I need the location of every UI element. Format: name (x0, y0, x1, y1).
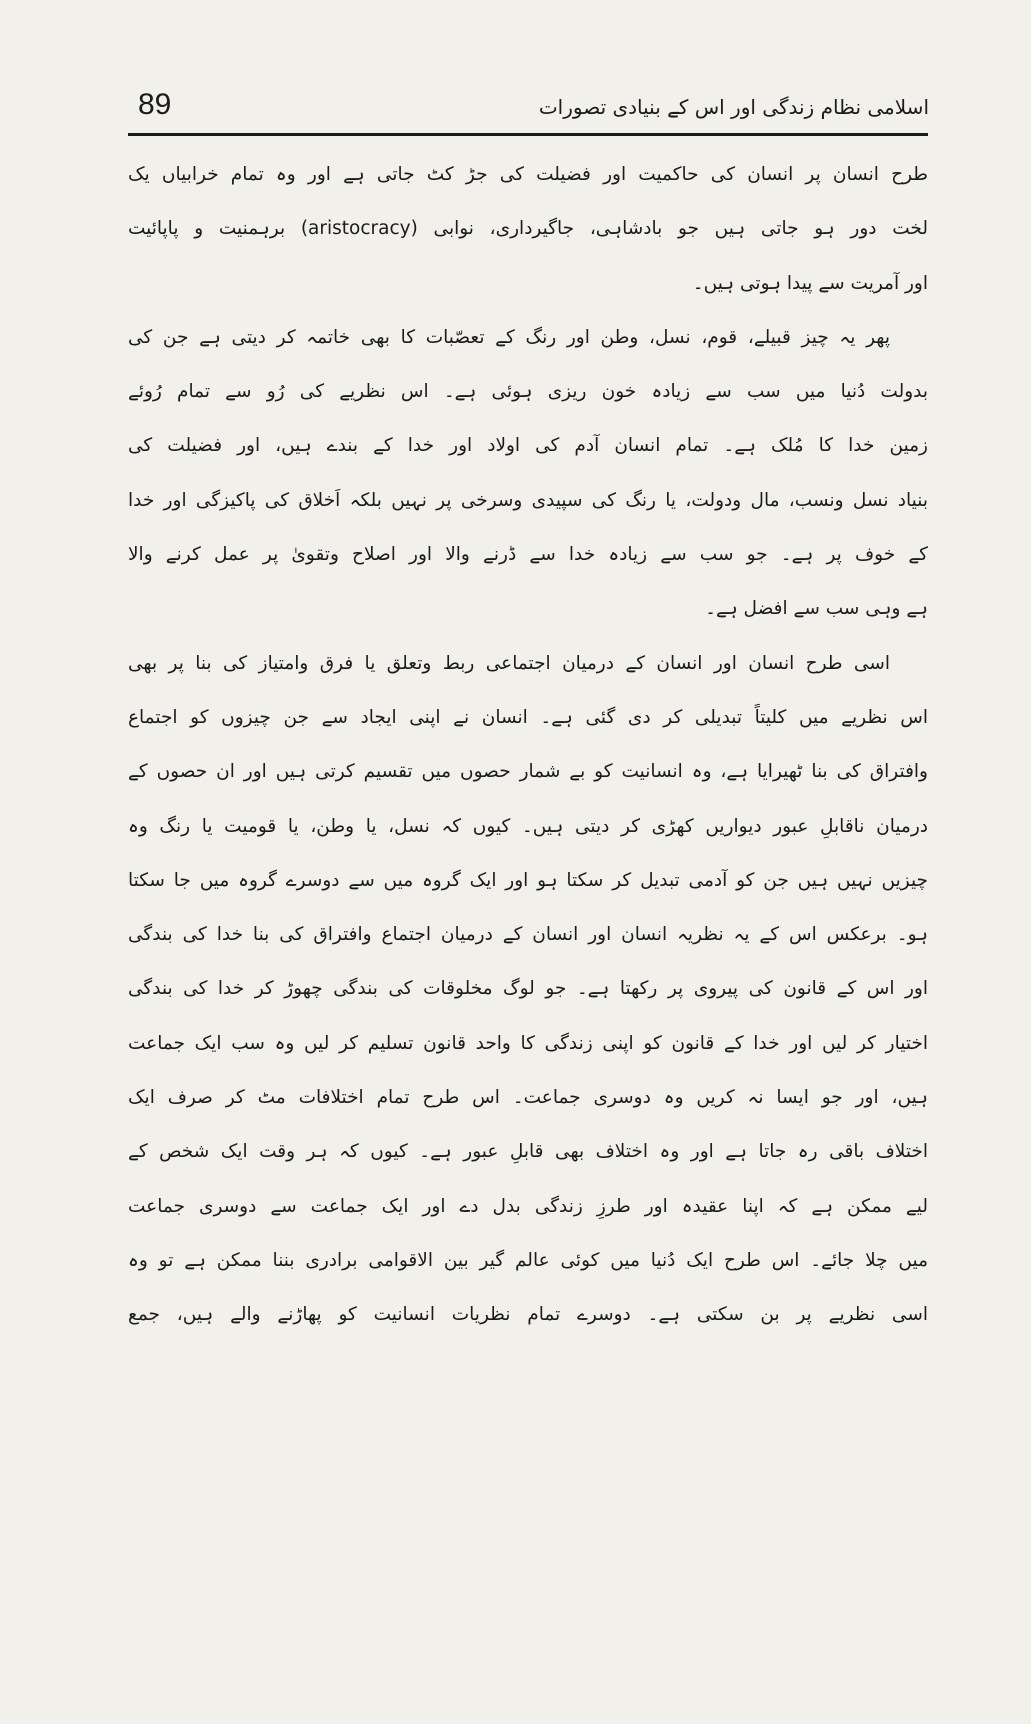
text-line: زمین خدا کا مُلک ہے۔ تمام انسان آدم کی اولاد اور خدا کے بندے ہیں، اور فضیلت کی (128, 435, 928, 457)
text-line: طرح انسان پر انسان کی حاکمیت اور فضیلت کی جڑ کٹ جاتی ہے اور وہ تمام خرابیاں یک (128, 164, 928, 185)
text-line: اختیار کر لیں اور خدا کے قانون کو اپنی زندگی کا واحد قانون تسلیم کر لیں وہ سب ایک جماعت (128, 1032, 928, 1054)
text-line: بدولت دُنیا میں سب سے زیادہ خون ریزی ہوئی ہے۔ اس نظریے کی رُو سے تمام رُوئے (128, 381, 928, 403)
text-line: وافتراق کی بنا ٹھیرایا ہے، وہ انسانیت کو بے شمار حصوں میں تقسیم کرتی ہیں اور ان حصوں کے (128, 761, 928, 783)
text-line: کے خوف پر ہے۔ جو سب سے زیادہ خدا سے ڈرنے والا اور اصلاح وتقویٰ پر عمل کرنے والا (128, 544, 928, 566)
text-line: اسی طرح انسان اور انسان کے درمیان اجتماعی ربط وتعلق یا فرق وامتیاز کی بنا پر بھی (128, 652, 890, 674)
text-line: چیزیں نہیں ہیں جن کو آدمی تبدیل کر سکتا ہو اور ایک گروہ میں سے دوسرے گروہ میں جا سکتا (128, 869, 928, 891)
paragraph-2 (128, 311, 928, 637)
paragraph-3 (128, 637, 928, 1343)
paragraph-1 (128, 148, 928, 311)
text-line: بنیاد نسل ونسب، مال ودولت، یا رنگ کی سپیدی وسرخی پر نہیں بلکہ اَخلاق کی پاکیزگی اور خدا (128, 489, 928, 511)
header-rule (128, 133, 928, 136)
text-line: پھر یہ چیز قبیلے، قوم، نسل، وطن اور رنگ کے تعصّبات کا بھی خاتمہ کر دیتی ہے جن کی (128, 326, 890, 348)
text-line: میں چلا جائے۔ اس طرح ایک دُنیا میں کوئی عالم گیر بین الاقوامی برادری بننا ممکن ہے تو وہ (128, 1249, 928, 1271)
text-line: ہے وہی سب سے افضل ہے۔ (705, 598, 928, 620)
body-text (128, 148, 928, 1343)
text-line: اس نظریے میں کلیتاً تبدیلی کر دی گئی ہے۔ انسان نے اپنی ایجاد سے جن چیزوں کو اجتماع (128, 706, 928, 728)
running-title: اسلامی نظام زندگی اور اس کے بنیادی تصورات (538, 95, 929, 119)
text-line: اور آمریت سے پیدا ہوتی ہیں۔ (692, 272, 928, 294)
page-number: 89 (138, 88, 172, 121)
text-line: درمیان ناقابلِ عبور دیواریں کھڑی کر دیتی ہیں۔ کیوں کہ نسل، یا وطن، یا قومیت یا رنگ وہ (128, 815, 928, 837)
text-line: لیے ممکن ہے کہ اپنا عقیدہ اور طرزِ زندگی بدل دے اور ایک جماعت سے دوسری جماعت (128, 1195, 928, 1217)
text-line: اور اس کے قانون کی پیروی پر رکھتا ہے۔ جو لوگ مخلوقات کی بندگی چھوڑ کر خدا کی بندگی (128, 978, 928, 1000)
text-line: ہو۔ برعکس اس کے یہ نظریہ انسان اور انسان کے درمیان اجتماع وافتراق کی بنا خدا کی بندگی (128, 924, 928, 946)
text-line: اختلاف باقی رہ جاتا ہے اور وہ اختلاف بھی قابلِ عبور ہے۔ کیوں کہ ہر وقت ایک شخص کے (128, 1141, 928, 1163)
text-line: لخت دور ہو جاتی ہیں جو بادشاہی، جاگیرداری، نوابی (aristocracy) برہمنیت و پاپائیت (128, 218, 928, 240)
text-line: اسی نظریے پر بن سکتی ہے۔ دوسرے تمام نظریات انسانیت کو پھاڑنے والے ہیں، جمع (128, 1304, 928, 1326)
text-line: ہیں، اور جو ایسا نہ کریں وہ دوسری جماعت۔ اس طرح تمام اختلافات مٹ کر صرف ایک (128, 1087, 928, 1109)
